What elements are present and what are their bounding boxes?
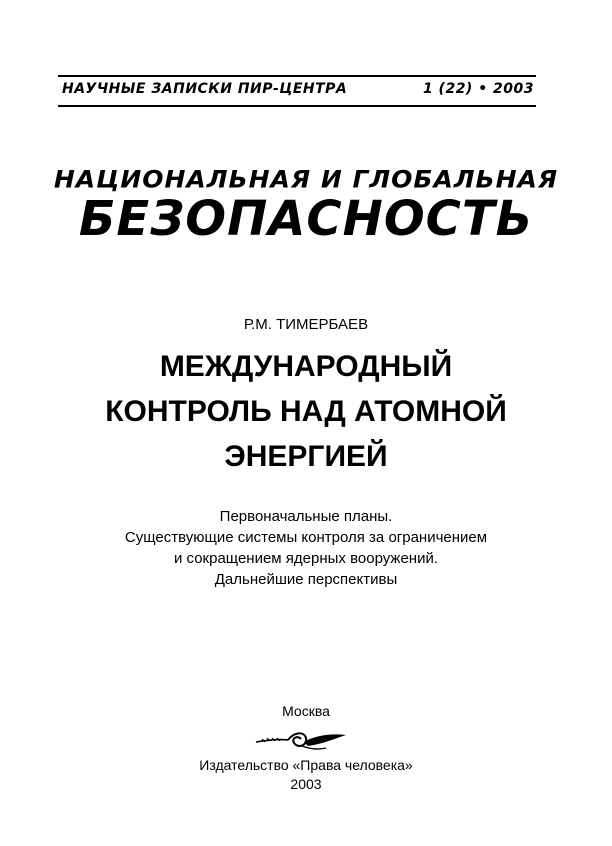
publication-city: Москва (282, 703, 330, 719)
book-subtitle (0, 506, 612, 590)
publisher-name: Издательство «Права человека» (199, 757, 413, 773)
series-title-line1: НАЦИОНАЛЬНАЯ И ГЛОБАЛЬНАЯ (53, 165, 559, 194)
book-title-line: МЕЖДУНАРОДНЫЙ (159, 350, 453, 383)
book-title (0, 344, 612, 479)
subtitle-line: Первоначальные планы. (219, 508, 393, 525)
journal-header (58, 75, 536, 107)
feather-quill-logo-icon (254, 727, 348, 753)
subtitle-line: и сокращением ядерных вооружений. (173, 550, 438, 567)
book-title-line: КОНТРОЛЬ НАД АТОМНОЙ (105, 395, 507, 428)
issue-number: 1 (22) • 2003 (422, 81, 534, 97)
series-title-line2: БЕЗОПАСНОСТЬ (78, 191, 534, 247)
publication-year: 2003 (290, 776, 322, 792)
author-name: Р.М. ТИМЕРБАЕВ (243, 316, 369, 333)
subtitle-line: Существующие системы контроля за ограничением (124, 529, 488, 546)
book-title-line: ЭНЕРГИЕЙ (224, 440, 388, 473)
subtitle-line: Дальнейшие перспективы (214, 571, 398, 588)
journal-name: НАУЧНЫЕ ЗАПИСКИ ПИР-ЦЕНТРА (62, 81, 348, 97)
